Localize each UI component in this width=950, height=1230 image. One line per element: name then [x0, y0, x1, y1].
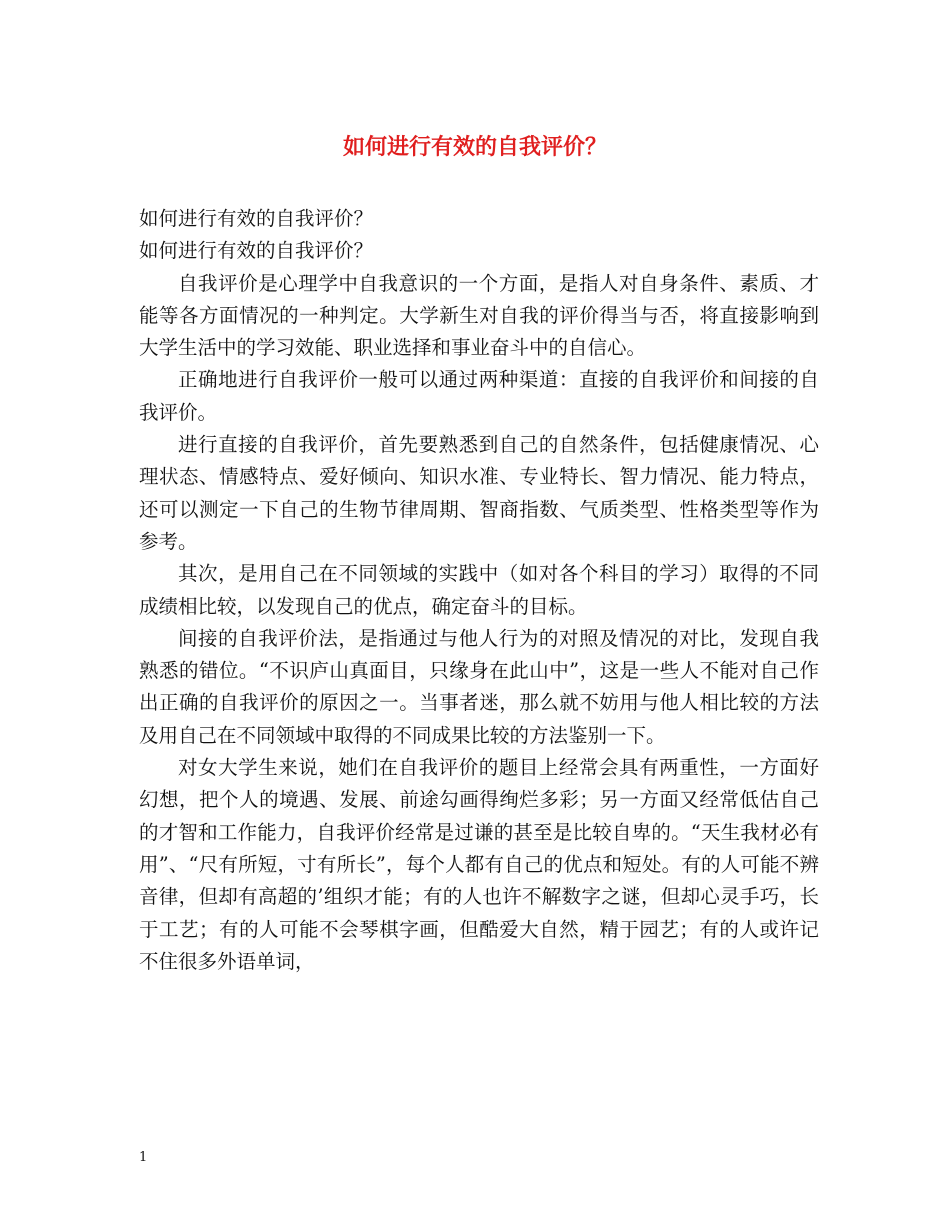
paragraph: 间接的自我评价法，是指通过与他人行为的对照及情况的对比，发现自我熟悉的错位。“不识庐山真面目，只缘身在此山中”，这是一些人不能对自己作出正确的自我评价的原因之一。当事者迷，那么就不妨用与他人相比较的方法及用自己在不同领域中取得的不同成果比较的方法鉴别一下。 — [139, 626, 819, 747]
paragraph: 自我评价是心理学中自我意识的一个方面，是指人对自身条件、素质、才能等各方面情况的一种判定。大学新生对自我的评价得当与否，将直接影响到大学生活中的学习效能、职业选择和事业奋斗中的自信心。 — [139, 271, 819, 360]
heading-line: 如何进行有效的自我评价？ — [139, 239, 374, 263]
paragraph: 对女大学生来说，她们在自我评价的题目上经常会具有两重性，一方面好幻想，把个人的境遇、发展、前途勾画得绚烂多彩；另一方面又经常低估自己的才智和工作能力，自我评价经常是过谦的甚至是比较自卑的。“天生我材必有用”、“尺有所短，寸有所长”，每个人都有自己的优点和短处。有的人可能不辨音律，但却有高超的’组织才能；有的人也许不解数字之谜，但却心灵手巧，长于工艺；有的人可能不会琴棋字画，但酷爱大自然，精于园艺；有的人或许记不住很多外语单词， — [139, 756, 819, 973]
paragraph: 正确地进行自我评价一般可以通过两种渠道：直接的自我评价和间接的自我评价。 — [139, 368, 819, 424]
paragraph: 进行直接的自我评价，首先要熟悉到自己的自然条件，包括健康情况、心理状态、情感特点、爱好倾向、知识水准、专业特长、智力情况、能力特点，还可以测定一下自己的生物节律周期、智商指数、气质类型、性格类型等作为参考。 — [139, 433, 819, 553]
paragraph: 其次，是用自己在不同领域的实践中（如对各个科目的学习）取得的不同成绩相比较，以发现自己的优点，确定奋斗的目标。 — [139, 562, 819, 618]
heading-line: 如何进行有效的自我评价？ — [139, 207, 374, 230]
page-number: 1 — [139, 1150, 148, 1165]
document-body — [139, 203, 819, 978]
document-title: 如何进行有效的自我评价？ — [342, 134, 607, 160]
